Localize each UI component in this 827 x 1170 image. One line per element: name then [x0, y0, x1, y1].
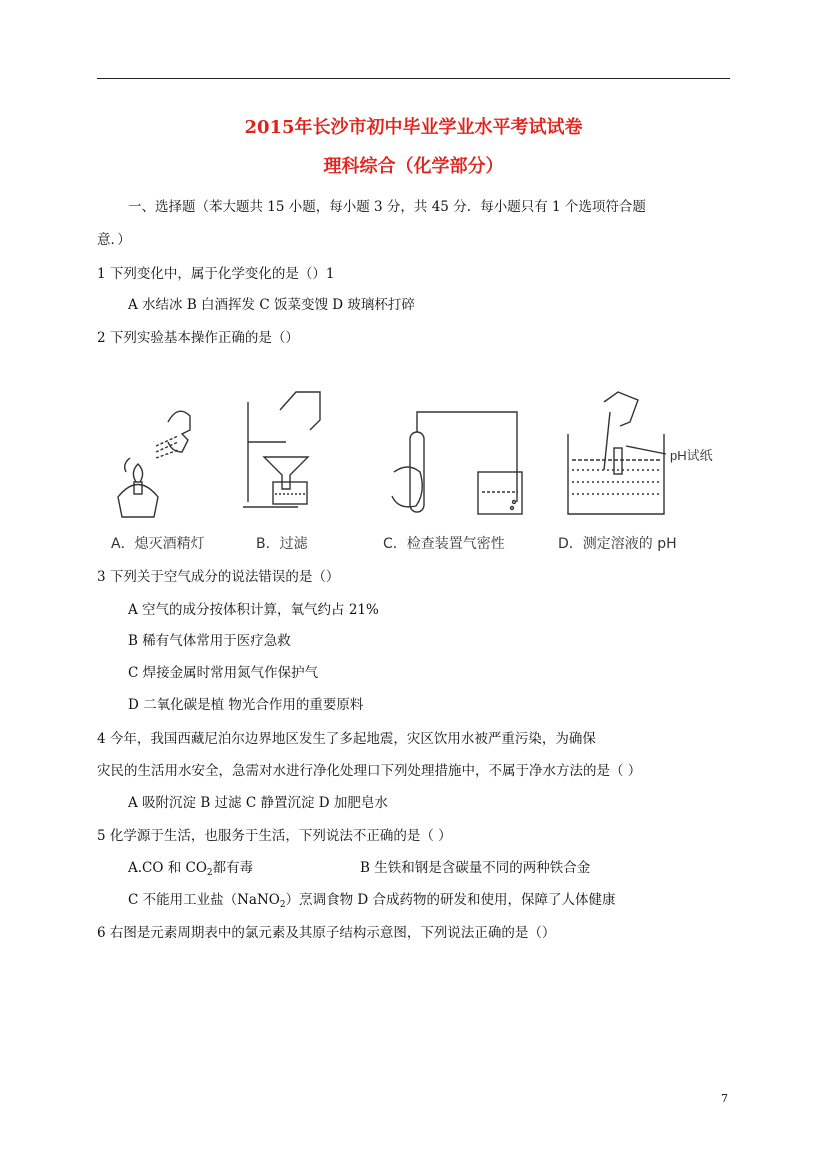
- filtration-icon: [243, 392, 320, 507]
- q4-stem-line1: 4 今年，我国西藏尼泊尔边界地区发生了多起地震，灾区饮用水被严重污染，为确保: [97, 731, 596, 747]
- q5-option-b: B 生铁和钢是含碳量不同的两种铁合金: [360, 860, 591, 876]
- q5-option-c-d: C 不能用工业盐（NaNO$_2$）烹调食物 D 合成药物的研发和使用，保障了人体健康: [128, 892, 616, 910]
- ph-measurement-icon: [568, 392, 666, 514]
- header-rule: [97, 78, 730, 79]
- page-number: 7: [721, 1092, 728, 1105]
- q2-caption-a: A．熄灭酒精灯: [111, 536, 205, 552]
- q3-option-b: B 稀有气体常用于医疗急救: [128, 633, 291, 649]
- q3-option-c: C 焊接金属时常用氮气作保护气: [128, 665, 319, 681]
- q1-options: A 水结冰 B 白酒挥发 C 饭菜变馊 D 玻璃杯打碎: [128, 297, 415, 313]
- exam-subtitle: 理科综合（化学部分）: [323, 156, 504, 177]
- q5-stem: 5 化学源于生活，也服务于生活，下列说法不正确的是（ ）: [97, 828, 452, 844]
- q3-stem: 3 下列关于空气成分的说法错误的是（）: [97, 569, 340, 585]
- q2-caption-d: D．测定溶液的 pH: [558, 536, 677, 552]
- exam-title: 2015年长沙市初中毕业学业水平考试试卷: [244, 117, 583, 138]
- q3-option-a: A 空气的成分按体积计算，氧气约占 21%: [128, 602, 379, 618]
- q4-stem-line2: 灾民的生活用水安全，急需对水进行净化处理口下列处理措施中，不属于净水方法的是（ ）: [97, 763, 642, 779]
- q5-option-a: A.CO 和 $CO_2$都有毒: [128, 860, 254, 878]
- q1-stem: 1 下列变化中，属于化学变化的是（）1: [97, 266, 335, 282]
- q2-caption-b: B．过滤: [256, 536, 308, 552]
- q2-caption-c: C．检查装置气密性: [383, 536, 505, 552]
- q2-apparatus-figure: [98, 382, 728, 557]
- section-intro-line2: 意．）: [97, 232, 131, 248]
- section-intro-line1: 一、选择题（苯大题共 15 小题，每小题 3 分，共 45 分．每小题只有 1 个选项符合题: [128, 199, 646, 215]
- q3-option-d: D 二氧化碳是植 物光合作用的重要原料: [128, 697, 364, 713]
- ph-paper-label: pH试纸: [670, 448, 713, 463]
- gas-tightness-check-icon: [392, 412, 522, 514]
- q2-stem: 2 下列实验基本操作正确的是（）: [97, 330, 299, 346]
- alcohol-lamp-icon: [118, 411, 190, 517]
- q6-stem: 6 右图是元素周期表中的氯元素及其原子结构示意图，下列说法正确的是（）: [97, 925, 556, 941]
- q4-options: A 吸附沉淀 B 过滤 C 静置沉淀 D 加肥皂水: [128, 795, 388, 811]
